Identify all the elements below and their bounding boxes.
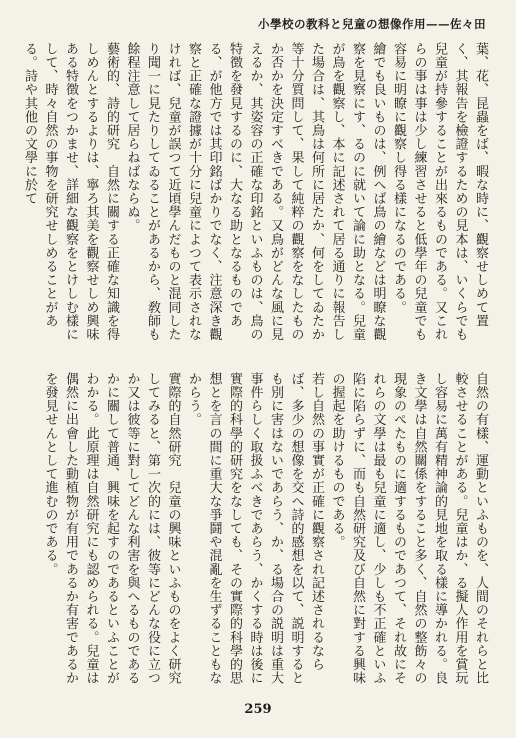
running-title: 小學校の教科と兒童の想像作用——佐々田 — [258, 17, 486, 31]
paragraph: 若し自然の事實が正確に觀察され記述されるならば、多少の想像を交へ詩的感想を以て、説明するとも別に害はないであらう、か、る場合の説明は重大事件らしく取扱ふべきであらう、かくする時は後に實際的科學的研究をなしても、その實際的科學的思想とを言の間に重大な爭鬪や混亂を生ずることもなからう。 — [186, 372, 324, 685]
paragraph: 實際的自然研究 兒童の興味といふものをよく研究してみると、第一次的には、彼等にどんな役に立つか又は彼等に對してどんな利害を與へるものであるかに關して普通、興味を起すのであるといふことがわかる。此原理は自然研究にも認められる。兒童は偶然に出會した動植物が有用であるか有害であるかを發見せんとして進むのである。 — [42, 372, 181, 685]
paragraph: 繪でも良いものは、例へば鳥の繪などは明瞭な觀察を見察にす、るのに就いて論に助となる。兒童が鳥を觀察し、本に記述されて居る通りに報告した場合は、其鳥は何所に居たか、何をしてゐたか等十分質問して、果して純粹の觀察をなしたものか否かを決定すべきである。又鳥がどんな風に見えるか、其姿容の正確な印銘といふものは、鳥の特徴を發見するのに、大なる助となるものである、が他方では其印銘ばかりでなく、注意深き觀察と正確な證據が十分に兒童によつて表示されなければ、兒童が誤つて近頃學んだものと混同したり聞一に見たりしてゐることがあるから、敎師も餘程注意して居らねばならぬ。 — [124, 42, 386, 342]
bottom-text-block — [28, 372, 490, 688]
paragraph: 葉、花、昆蟲をば、暇な時に、觀察せしめて置く、其報告を檢證するための見本は、いくらでも兒童が持參することが出來るものである。又これらの事は事は少し練習させると低學年の兒童でも容易に明瞭に觀察し得る樣になるのである。 — [391, 42, 488, 342]
paragraph: 藝術的、詩的研究 自然に關する正確な知識を得しめんとするよりは、寧ろ其美を觀察せしめ興味ある特徴をつかませ、詳細な觀察をとけしむ樣にして、時々自然の事物を研究せしめることがある。詩や其他の文學に於て — [22, 42, 119, 342]
page-number: 259 — [244, 702, 272, 717]
top-text-block — [22, 42, 490, 342]
paragraph: 自然の有樣、運動といふものを、人間のそれらと比較させることがある。兒童はか、る擬人作用を賞玩し容易に萬有精神論的見地を取る樣に導かれる。良き文學は自然關係をすること多く、自然の整飭々の現象のぺたものに適するものであつて、それ故にそれらの文學は最も兒童に適し、少しも不正確といふ陷に陷らずに、而も自然研究及び自然に對する興味の握起を助けるものである。 — [329, 372, 488, 685]
